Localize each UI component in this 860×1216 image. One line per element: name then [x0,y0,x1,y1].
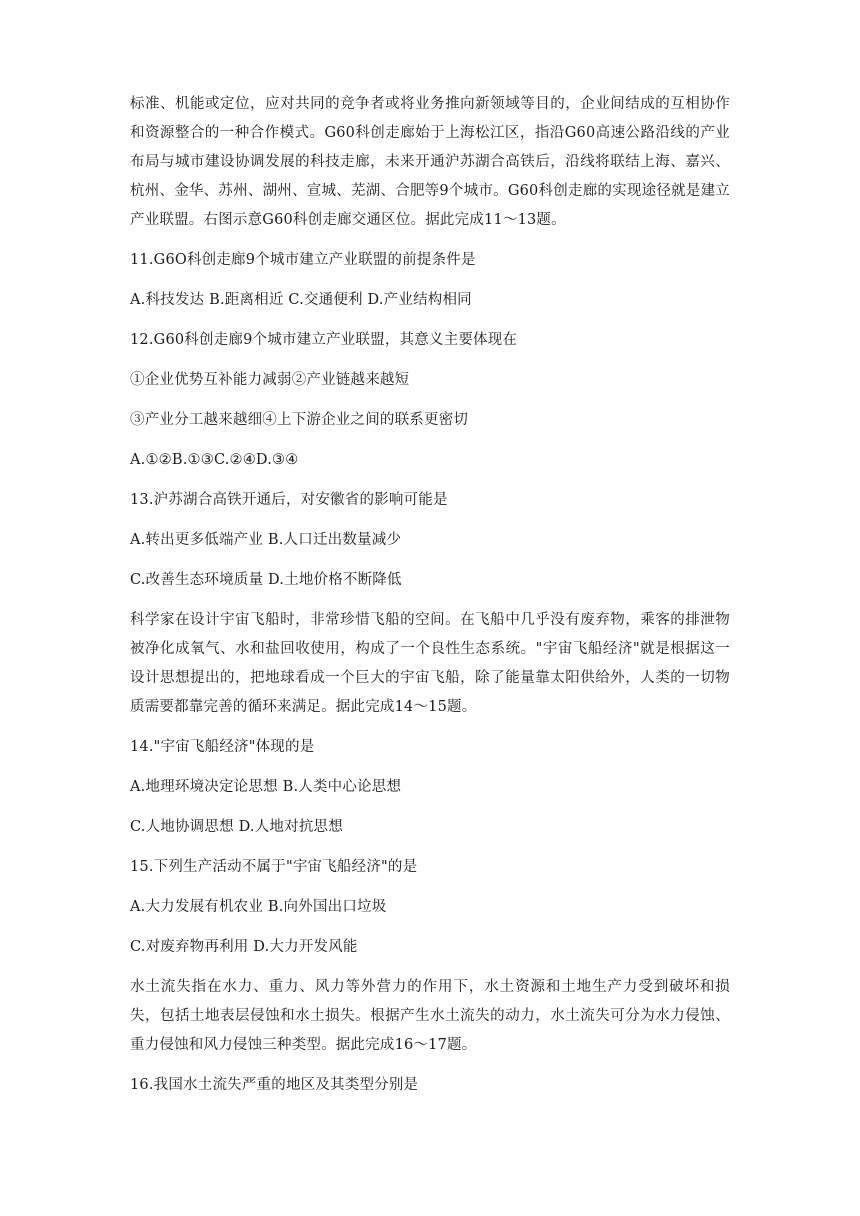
question-15-options-1: A.大力发展有机农业 B.向外国出口垃圾 [130,899,387,915]
question-11-options: A.科技发达 B.距离相近 C.交通便利 D.产业结构相同 [130,292,472,308]
question-16-stem: 16.我国水土流失严重的地区及其类型分别是 [130,1077,419,1093]
intro-paragraph-spaceship: 科学家在设计宇宙飞船时，非常珍惜飞船的空间。在飞船中几乎没有废弃物，乘客的排泄物被净化成氧气、水和盐回收使用，构成了一个良性生态系统。"宇宙飞船经济"就是根据这一设计思想提出的，把地球看成一个巨大的宇宙飞船，除了能量靠太阳供给外，人类的一切物质需要都靠完善的循环来满足。据此完成14～15题。 [130,612,730,715]
intro-paragraph-g60: 标准、机能或定位，应对共同的竞争者或将业务推向新领域等目的，企业间结成的互相协作和资源整合的一种合作模式。G60科创走廊始于上海松江区，指沿G60高速公路沿线的产业布局与城市建设协调发展的科技走廊，未来开通沪苏湖合高铁后，沿线将联结上海、嘉兴、杭州、金华、苏州、湖州、宣城、芜湖、合肥等9个城市。G60科创走廊的实现途径就是建立产业联盟。右图示意G60科创走廊交通区位。据此完成11～13题。 [130,96,730,228]
question-13-options-1: A.转出更多低端产业 B.人口迁出数量减少 [130,532,402,548]
question-14-options-2: C.人地协调思想 D.人地对抗思想 [130,819,343,835]
question-12-items-2: ③产业分工越来越细④上下游企业之间的联系更密切 [130,412,469,428]
question-12-options: A.①②B.①③C.②④D.③④ [130,452,299,468]
question-14-options-1: A.地理环境决定论思想 B.人类中心论思想 [130,779,402,795]
question-15-options-2: C.对废弃物再利用 D.大力开发风能 [130,939,358,955]
question-12-stem: 12.G60科创走廊9个城市建立产业联盟，其意义主要体现在 [130,332,518,348]
intro-paragraph-soil-erosion: 水土流失指在水力、重力、风力等外营力的作用下，水土资源和土地生产力受到破坏和损失，包括土地表层侵蚀和水土损失。根据产生水土流失的动力，水土流失可分为水力侵蚀、重力侵蚀和风力侵蚀三种类型。据此完成16～17题。 [130,979,730,1053]
question-12-items-1: ①企业优势互补能力减弱②产业链越来越短 [130,372,410,388]
question-15-stem: 15.下列生产活动不属于"宇宙飞船经济"的是 [130,859,418,875]
question-13-stem: 13.沪苏湖合高铁开通后，对安徽省的影响可能是 [130,492,448,508]
question-14-stem: 14."宇宙飞船经济"体现的是 [130,739,315,755]
question-13-options-2: C.改善生态环境质量 D.土地价格不断降低 [130,572,402,588]
question-11-stem: 11.G6O科创走廊9个城市建立产业联盟的前提条件是 [130,252,476,268]
document-page [130,90,730,1111]
